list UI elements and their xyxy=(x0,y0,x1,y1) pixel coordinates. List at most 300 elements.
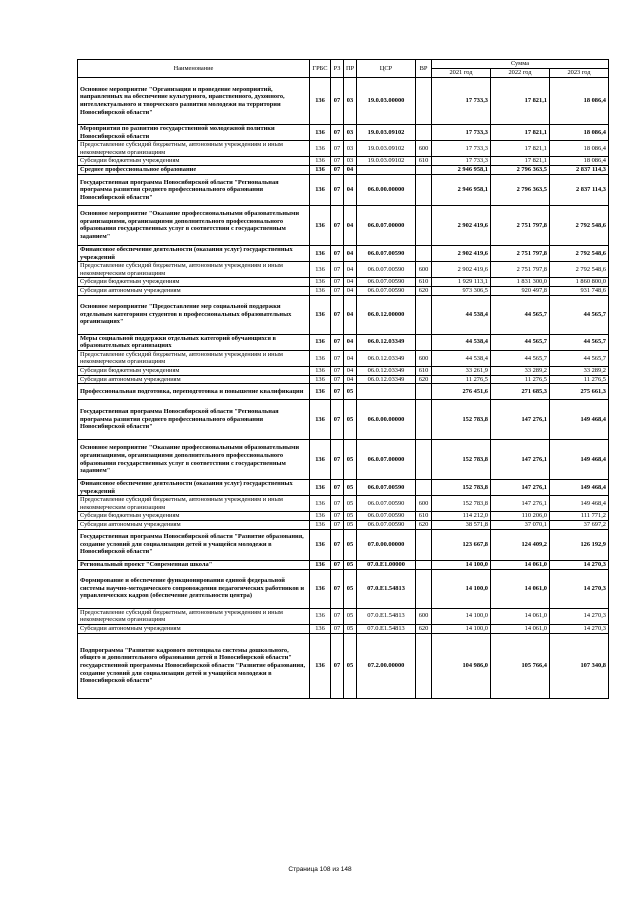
cell-csr: 07.0.E1.54813 xyxy=(357,608,416,624)
table-row xyxy=(78,529,609,560)
cell-name: Среднее профессиональное образование xyxy=(78,165,310,174)
cell-grbs: 136 xyxy=(310,205,331,245)
cell-rz: 07 xyxy=(331,262,344,278)
cell-2023: 149 468,4 xyxy=(550,400,609,440)
cell-2023: 2 837 114,3 xyxy=(550,174,609,205)
cell-csr: 06.0.07.00590 xyxy=(357,521,416,530)
cell-2022: 920 497,8 xyxy=(491,286,550,295)
table-row xyxy=(78,375,609,384)
cell-2023: 931 748,6 xyxy=(550,286,609,295)
table-row xyxy=(78,496,609,512)
cell-grbs: 136 xyxy=(310,375,331,384)
cell-name: Предоставление субсидий бюджетным, автономным учреждениям и иным некоммерческим организациям xyxy=(78,608,310,624)
cell-2022: 44 565,7 xyxy=(491,334,550,350)
cell-csr: 07.2.00.00000 xyxy=(357,633,416,698)
cell-csr: 06.0.12.00000 xyxy=(357,295,416,334)
cell-csr: 06.0.12.03349 xyxy=(357,366,416,375)
cell-csr: 07.0.E1.54813 xyxy=(357,624,416,633)
cell-csr: 07.0.E1.54813 xyxy=(357,569,416,608)
cell-2021: 33 261,9 xyxy=(432,366,491,375)
table-row xyxy=(78,633,609,698)
cell-rz: 07 xyxy=(331,78,344,125)
cell-name: Финансовое обеспечение деятельности (оказания услуг) государственных учреждений xyxy=(78,245,310,261)
cell-vr xyxy=(416,334,432,350)
header-year-2023: 2023 год xyxy=(550,69,609,78)
cell-grbs: 136 xyxy=(310,560,331,569)
cell-2021: 1 929 113,1 xyxy=(432,278,491,287)
cell-name: Государственная программа Новосибирской области "Региональная программа развития среднего профессионального образования Новосибирской области" xyxy=(78,400,310,440)
cell-csr: 19.0.03.09102 xyxy=(357,141,416,157)
cell-grbs: 136 xyxy=(310,496,331,512)
cell-name: Предоставление субсидий бюджетным, автономным учреждениям и иным некоммерческим организациям xyxy=(78,141,310,157)
cell-2021: 104 986,0 xyxy=(432,633,491,698)
cell-rz: 07 xyxy=(331,174,344,205)
cell-grbs: 136 xyxy=(310,521,331,530)
cell-2022: 271 685,3 xyxy=(491,384,550,400)
table-row xyxy=(78,125,609,141)
cell-rz: 07 xyxy=(331,205,344,245)
cell-2023: 107 340,8 xyxy=(550,633,609,698)
table-row xyxy=(78,400,609,440)
cell-pr: 03 xyxy=(344,157,357,166)
cell-name: Основное мероприятие "Предоставление мер социальной поддержки отдельным категориям студентов в профессиональных образовательных организациях" xyxy=(78,295,310,334)
cell-pr: 04 xyxy=(344,245,357,261)
cell-csr xyxy=(357,384,416,400)
cell-vr: 610 xyxy=(416,278,432,287)
cell-vr xyxy=(416,560,432,569)
cell-2021: 276 451,6 xyxy=(432,384,491,400)
cell-csr: 06.0.07.00000 xyxy=(357,205,416,245)
table-row xyxy=(78,624,609,633)
cell-2023: 126 192,9 xyxy=(550,529,609,560)
cell-name: Меры социальной поддержки отдельных категорий обучающихся в образовательных организациях xyxy=(78,334,310,350)
cell-grbs: 136 xyxy=(310,569,331,608)
cell-vr xyxy=(416,295,432,334)
cell-csr: 07.0.E1.00000 xyxy=(357,560,416,569)
cell-grbs: 136 xyxy=(310,350,331,366)
cell-pr: 05 xyxy=(344,624,357,633)
table-row xyxy=(78,350,609,366)
cell-2023: 275 661,3 xyxy=(550,384,609,400)
cell-pr: 03 xyxy=(344,141,357,157)
cell-pr: 04 xyxy=(344,205,357,245)
header-year-2022: 2022 год xyxy=(491,69,550,78)
cell-rz: 07 xyxy=(331,334,344,350)
cell-grbs: 136 xyxy=(310,384,331,400)
cell-grbs: 136 xyxy=(310,608,331,624)
cell-2021: 17 733,3 xyxy=(432,141,491,157)
cell-name: Субсидии бюджетным учреждениям xyxy=(78,512,310,521)
cell-name: Основное мероприятие "Оказание профессиональными образовательными организациями, организациями дополнительного профессионального образования государственных услуг в соответствии с государственным заданием" xyxy=(78,440,310,480)
cell-vr: 600 xyxy=(416,141,432,157)
cell-csr: 06.0.12.03349 xyxy=(357,375,416,384)
cell-csr: 06.0.07.00590 xyxy=(357,278,416,287)
cell-2023: 2 837 114,3 xyxy=(550,165,609,174)
cell-grbs: 136 xyxy=(310,165,331,174)
table-row xyxy=(78,78,609,125)
cell-pr: 05 xyxy=(344,633,357,698)
cell-2021: 14 100,0 xyxy=(432,560,491,569)
cell-name: Формирование и обеспечение функционирования единой федеральной системы научно-методического сопровождения педагогических работников и управленческих кадров (обеспечение деятельности центра) xyxy=(78,569,310,608)
table-row xyxy=(78,608,609,624)
cell-rz: 07 xyxy=(331,624,344,633)
cell-2022: 147 276,1 xyxy=(491,480,550,496)
cell-2022: 33 289,2 xyxy=(491,366,550,375)
cell-vr xyxy=(416,165,432,174)
cell-pr: 05 xyxy=(344,480,357,496)
cell-name: Субсидии бюджетным учреждениям xyxy=(78,278,310,287)
cell-2023: 14 270,3 xyxy=(550,608,609,624)
cell-pr: 04 xyxy=(344,286,357,295)
cell-name: Профессиональная подготовка, переподготовка и повышение квалификации xyxy=(78,384,310,400)
cell-2021: 2 946 958,1 xyxy=(432,174,491,205)
cell-2021: 152 783,8 xyxy=(432,400,491,440)
cell-2021: 2 902 419,6 xyxy=(432,245,491,261)
table-row xyxy=(78,334,609,350)
cell-2022: 37 070,1 xyxy=(491,521,550,530)
cell-vr: 610 xyxy=(416,157,432,166)
cell-csr: 06.0.07.00590 xyxy=(357,480,416,496)
table-row xyxy=(78,165,609,174)
cell-name: Субсидии бюджетным учреждениям xyxy=(78,157,310,166)
cell-vr: 620 xyxy=(416,286,432,295)
cell-vr xyxy=(416,174,432,205)
cell-grbs: 136 xyxy=(310,125,331,141)
cell-pr: 04 xyxy=(344,350,357,366)
table-row xyxy=(78,157,609,166)
cell-rz: 07 xyxy=(331,245,344,261)
cell-2022: 44 565,7 xyxy=(491,350,550,366)
cell-pr: 05 xyxy=(344,512,357,521)
cell-2023: 18 086,4 xyxy=(550,157,609,166)
cell-rz: 07 xyxy=(331,608,344,624)
cell-vr: 610 xyxy=(416,366,432,375)
cell-vr xyxy=(416,245,432,261)
cell-vr xyxy=(416,440,432,480)
header-csr: ЦСР xyxy=(357,60,416,78)
header-year-2021: 2021 год xyxy=(432,69,491,78)
table-row xyxy=(78,560,609,569)
cell-csr: 06.0.07.00000 xyxy=(357,440,416,480)
cell-2022: 2 751 797,8 xyxy=(491,245,550,261)
cell-2021: 2 946 958,1 xyxy=(432,165,491,174)
table-body xyxy=(78,78,609,699)
cell-name: Субсидии бюджетным учреждениям xyxy=(78,366,310,375)
cell-rz: 07 xyxy=(331,278,344,287)
cell-2023: 149 468,4 xyxy=(550,440,609,480)
cell-pr: 05 xyxy=(344,440,357,480)
cell-csr: 19.0.03.00000 xyxy=(357,78,416,125)
cell-vr: 620 xyxy=(416,375,432,384)
cell-2021: 17 733,3 xyxy=(432,125,491,141)
table-row xyxy=(78,205,609,245)
cell-2023: 149 468,4 xyxy=(550,480,609,496)
header-vr: ВР xyxy=(416,60,432,78)
cell-rz: 07 xyxy=(331,141,344,157)
table-row xyxy=(78,141,609,157)
cell-grbs: 136 xyxy=(310,366,331,375)
cell-2022: 2 751 797,8 xyxy=(491,205,550,245)
cell-grbs: 136 xyxy=(310,624,331,633)
cell-pr: 05 xyxy=(344,569,357,608)
cell-vr xyxy=(416,125,432,141)
cell-rz: 07 xyxy=(331,521,344,530)
cell-vr: 620 xyxy=(416,624,432,633)
cell-2023: 14 270,3 xyxy=(550,569,609,608)
cell-vr xyxy=(416,384,432,400)
cell-name: Субсидии автономным учреждениям xyxy=(78,286,310,295)
cell-grbs: 136 xyxy=(310,529,331,560)
header-rz: РЗ xyxy=(331,60,344,78)
cell-vr: 610 xyxy=(416,512,432,521)
cell-rz: 07 xyxy=(331,569,344,608)
cell-vr xyxy=(416,529,432,560)
cell-grbs: 136 xyxy=(310,286,331,295)
cell-csr: 06.0.12.03349 xyxy=(357,350,416,366)
cell-vr xyxy=(416,569,432,608)
cell-2022: 1 831 300,0 xyxy=(491,278,550,287)
table-row xyxy=(78,174,609,205)
cell-2023: 18 086,4 xyxy=(550,125,609,141)
cell-pr: 04 xyxy=(344,375,357,384)
table-row xyxy=(78,262,609,278)
cell-csr: 06.0.00.00000 xyxy=(357,174,416,205)
cell-name: Региональный проект "Современная школа" xyxy=(78,560,310,569)
cell-2021: 152 783,8 xyxy=(432,496,491,512)
cell-vr: 620 xyxy=(416,521,432,530)
table-row xyxy=(78,512,609,521)
cell-pr: 05 xyxy=(344,608,357,624)
cell-pr: 05 xyxy=(344,384,357,400)
page-footer: Страница 108 из 148 xyxy=(288,866,352,873)
cell-name: Государственная программа Новосибирской области "Развитие образования, создание условий для социализации детей и учащейся молодежи в Новосибирской области" xyxy=(78,529,310,560)
table-row xyxy=(78,440,609,480)
cell-rz: 07 xyxy=(331,560,344,569)
cell-csr: 06.0.00.00000 xyxy=(357,400,416,440)
table-row xyxy=(78,245,609,261)
cell-name: Предоставление субсидий бюджетным, автономным учреждениям и иным некоммерческим организациям xyxy=(78,350,310,366)
header-pr: ПР xyxy=(344,60,357,78)
cell-grbs: 136 xyxy=(310,334,331,350)
cell-2022: 11 276,5 xyxy=(491,375,550,384)
cell-2023: 44 565,7 xyxy=(550,295,609,334)
table-row xyxy=(78,286,609,295)
cell-grbs: 136 xyxy=(310,440,331,480)
cell-csr: 06.0.07.00590 xyxy=(357,286,416,295)
cell-rz: 07 xyxy=(331,633,344,698)
cell-2023: 149 468,4 xyxy=(550,496,609,512)
table-row xyxy=(78,384,609,400)
cell-2023: 11 276,5 xyxy=(550,375,609,384)
cell-rz: 07 xyxy=(331,157,344,166)
cell-pr: 04 xyxy=(344,295,357,334)
table-row xyxy=(78,366,609,375)
cell-pr: 04 xyxy=(344,278,357,287)
cell-vr: 600 xyxy=(416,262,432,278)
table-header xyxy=(78,60,609,78)
cell-grbs: 136 xyxy=(310,157,331,166)
cell-name: Финансовое обеспечение деятельности (оказания услуг) государственных учреждений xyxy=(78,480,310,496)
cell-2022: 105 766,4 xyxy=(491,633,550,698)
cell-csr: 06.0.12.03349 xyxy=(357,334,416,350)
cell-csr: 06.0.07.00590 xyxy=(357,512,416,521)
cell-grbs: 136 xyxy=(310,400,331,440)
cell-vr xyxy=(416,205,432,245)
cell-name: Основное мероприятие "Оказание профессиональными образовательными организациями, организациями дополнительного профессионального образования государственных услуг в соответствии с государственным заданием" xyxy=(78,205,310,245)
cell-2021: 152 783,8 xyxy=(432,440,491,480)
cell-csr: 19.0.03.09102 xyxy=(357,125,416,141)
cell-2021: 17 733,3 xyxy=(432,78,491,125)
cell-pr: 04 xyxy=(344,334,357,350)
cell-2022: 17 821,1 xyxy=(491,125,550,141)
cell-grbs: 136 xyxy=(310,512,331,521)
cell-pr: 04 xyxy=(344,174,357,205)
cell-csr: 07.0.00.00000 xyxy=(357,529,416,560)
cell-pr: 04 xyxy=(344,366,357,375)
cell-2021: 2 902 419,6 xyxy=(432,205,491,245)
cell-2022: 17 821,1 xyxy=(491,157,550,166)
cell-rz: 07 xyxy=(331,286,344,295)
cell-name: Субсидии автономным учреждениям xyxy=(78,521,310,530)
cell-2021: 973 306,5 xyxy=(432,286,491,295)
cell-2023: 18 086,4 xyxy=(550,78,609,125)
cell-grbs: 136 xyxy=(310,480,331,496)
cell-vr xyxy=(416,400,432,440)
cell-name: Предоставление субсидий бюджетным, автономным учреждениям и иным некоммерческим организациям xyxy=(78,262,310,278)
cell-2021: 152 783,8 xyxy=(432,480,491,496)
cell-csr xyxy=(357,165,416,174)
cell-2022: 14 061,0 xyxy=(491,608,550,624)
cell-2021: 17 733,3 xyxy=(432,157,491,166)
cell-2022: 2 751 797,8 xyxy=(491,262,550,278)
budget-document xyxy=(77,59,608,699)
cell-pr: 05 xyxy=(344,560,357,569)
cell-csr: 19.0.03.09102 xyxy=(357,157,416,166)
cell-rz: 07 xyxy=(331,496,344,512)
cell-pr: 03 xyxy=(344,78,357,125)
cell-pr: 05 xyxy=(344,400,357,440)
cell-pr: 03 xyxy=(344,125,357,141)
cell-rz: 07 xyxy=(331,366,344,375)
cell-2022: 110 206,0 xyxy=(491,512,550,521)
cell-2021: 38 571,8 xyxy=(432,521,491,530)
header-name: Наименование xyxy=(78,60,310,78)
cell-grbs: 136 xyxy=(310,278,331,287)
cell-2021: 2 902 419,6 xyxy=(432,262,491,278)
cell-2022: 124 409,2 xyxy=(491,529,550,560)
cell-2023: 2 792 548,6 xyxy=(550,205,609,245)
cell-2022: 147 276,1 xyxy=(491,496,550,512)
cell-vr xyxy=(416,480,432,496)
cell-grbs: 136 xyxy=(310,141,331,157)
cell-grbs: 136 xyxy=(310,295,331,334)
cell-2023: 18 086,4 xyxy=(550,141,609,157)
cell-2023: 14 270,3 xyxy=(550,560,609,569)
cell-vr: 600 xyxy=(416,608,432,624)
cell-2023: 2 792 548,6 xyxy=(550,262,609,278)
table-row xyxy=(78,480,609,496)
cell-vr xyxy=(416,633,432,698)
cell-name: Мероприятия по развитию государственной молодежной политики Новосибирской области xyxy=(78,125,310,141)
cell-pr: 04 xyxy=(344,165,357,174)
cell-2021: 14 100,0 xyxy=(432,624,491,633)
cell-2021: 14 100,0 xyxy=(432,608,491,624)
table-row xyxy=(78,278,609,287)
cell-2023: 44 565,7 xyxy=(550,334,609,350)
cell-grbs: 136 xyxy=(310,78,331,125)
cell-grbs: 136 xyxy=(310,262,331,278)
cell-2023: 2 792 548,6 xyxy=(550,245,609,261)
cell-2022: 14 061,0 xyxy=(491,560,550,569)
cell-rz: 07 xyxy=(331,375,344,384)
cell-rz: 07 xyxy=(331,400,344,440)
cell-rz: 07 xyxy=(331,480,344,496)
cell-2023: 37 697,2 xyxy=(550,521,609,530)
cell-rz: 07 xyxy=(331,125,344,141)
cell-pr: 05 xyxy=(344,521,357,530)
cell-2021: 44 538,4 xyxy=(432,295,491,334)
cell-pr: 04 xyxy=(344,262,357,278)
cell-csr: 06.0.07.00590 xyxy=(357,496,416,512)
cell-rz: 07 xyxy=(331,295,344,334)
cell-rz: 07 xyxy=(331,384,344,400)
cell-2023: 44 565,7 xyxy=(550,350,609,366)
header-grbs: ГРБС xyxy=(310,60,331,78)
cell-grbs: 136 xyxy=(310,245,331,261)
cell-2021: 114 212,0 xyxy=(432,512,491,521)
budget-table xyxy=(77,59,609,699)
cell-vr: 600 xyxy=(416,496,432,512)
cell-name: Предоставление субсидий бюджетным, автономным учреждениям и иным некоммерческим организациям xyxy=(78,496,310,512)
cell-rz: 07 xyxy=(331,440,344,480)
cell-pr: 05 xyxy=(344,496,357,512)
cell-name: Подпрограмма "Развитие кадрового потенциала системы дошкольного, общего и дополнительного образования детей в Новосибирской области" государственной программы Новосибирской области "Развитие образования, создание условий для социализации детей и учащейся молодежи в Новосибирской области" xyxy=(78,633,310,698)
cell-2022: 14 061,0 xyxy=(491,624,550,633)
table-row xyxy=(78,295,609,334)
table-row xyxy=(78,521,609,530)
cell-grbs: 136 xyxy=(310,174,331,205)
cell-pr: 05 xyxy=(344,529,357,560)
cell-csr: 06.0.07.00590 xyxy=(357,262,416,278)
cell-2022: 44 565,7 xyxy=(491,295,550,334)
cell-2023: 14 270,3 xyxy=(550,624,609,633)
cell-2023: 33 289,2 xyxy=(550,366,609,375)
cell-vr xyxy=(416,78,432,125)
cell-2022: 2 796 363,5 xyxy=(491,165,550,174)
cell-rz: 07 xyxy=(331,165,344,174)
cell-2021: 44 538,4 xyxy=(432,350,491,366)
cell-name: Основное мероприятие "Организация и проведение мероприятий, направленных на обеспечение культурного, нравственного, духовного, интеллектуального и творческого развития молодежи на территории Новосибирской области" xyxy=(78,78,310,125)
cell-vr: 600 xyxy=(416,350,432,366)
cell-2022: 14 061,0 xyxy=(491,569,550,608)
cell-2023: 111 771,2 xyxy=(550,512,609,521)
cell-2022: 17 821,1 xyxy=(491,141,550,157)
cell-2023: 1 860 800,0 xyxy=(550,278,609,287)
cell-name: Государственная программа Новосибирской области "Региональная программа развития среднего профессионального образования Новосибирской области" xyxy=(78,174,310,205)
cell-rz: 07 xyxy=(331,512,344,521)
cell-2021: 14 100,0 xyxy=(432,569,491,608)
table-row xyxy=(78,569,609,608)
cell-rz: 07 xyxy=(331,529,344,560)
cell-csr: 06.0.07.00590 xyxy=(357,245,416,261)
header-sum: Сумма xyxy=(432,60,609,69)
cell-2022: 147 276,1 xyxy=(491,440,550,480)
cell-2021: 44 538,4 xyxy=(432,334,491,350)
cell-rz: 07 xyxy=(331,350,344,366)
cell-2021: 11 276,5 xyxy=(432,375,491,384)
cell-2022: 17 821,1 xyxy=(491,78,550,125)
cell-2022: 2 796 363,5 xyxy=(491,174,550,205)
